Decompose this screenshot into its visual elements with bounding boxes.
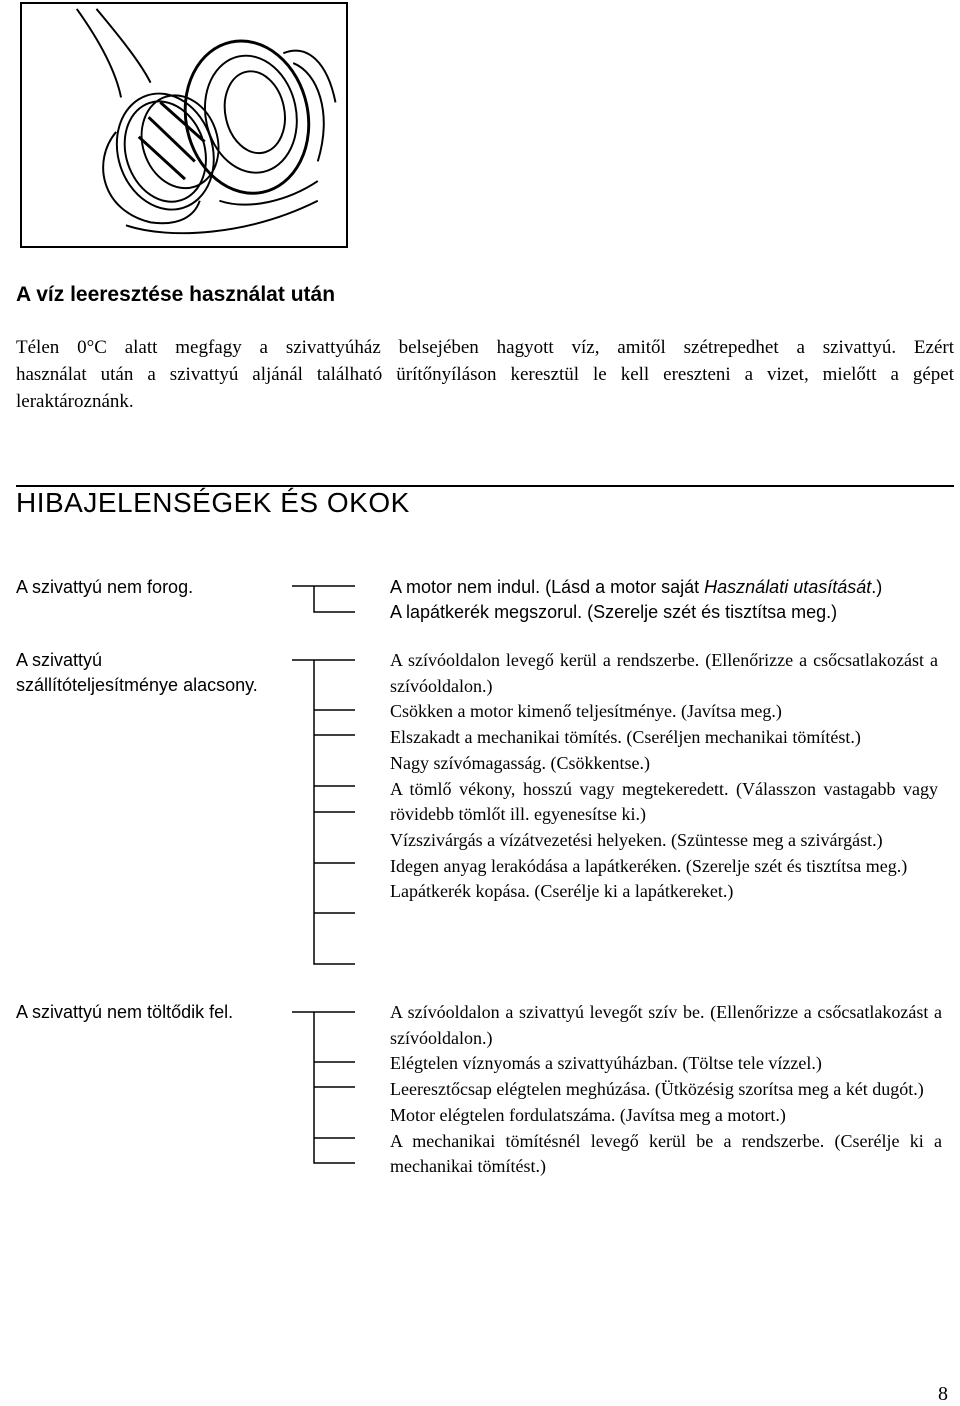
symptom-no-rotation: A szivattyú nem forog. — [16, 577, 194, 597]
drain-plug-illustration — [20, 2, 348, 248]
cause-item: Nagy szívómagasság. (Csökkentse.) — [390, 752, 650, 773]
cause-item: Vízszivárgás a vízátvezetési helyeken. (Szüntesse meg a szivárgást.) — [390, 829, 883, 850]
cause-item: A motor nem indul. (Lásd a motor saját Használati utasítását.) — [390, 577, 883, 597]
cause-item: A szívóoldalon a szivattyú levegőt szív be. (Ellenőrizze a csőcsatlakozást a szívóoldalon.) — [390, 1002, 942, 1048]
cause-item: Lapátkerék kopása. (Cserélje ki a lapátkereket.) — [390, 881, 734, 902]
causes-low-capacity — [390, 648, 938, 905]
drain-plug-drawing — [22, 4, 346, 246]
causes-no-rotation — [390, 575, 955, 625]
drain-section-body — [16, 334, 954, 415]
cause-tree-connector — [290, 648, 360, 973]
cause-item: A lapátkerék megszorul. (Szerelje szét és tisztítsa meg.) — [390, 602, 838, 622]
cause-item: Motor elégtelen fordulatszáma. (Javítsa meg a motort.) — [390, 1104, 786, 1125]
cause-item: Idegen anyag lerakódása a lapátkeréken. (Szerelje szét és tisztítsa meg.) — [390, 855, 908, 876]
drain-body-line: leraktároznánk. — [16, 391, 134, 412]
cause-item: Elégtelen víznyomás a szivattyúházban. (Töltse tele vízzel.) — [390, 1053, 822, 1074]
troubleshooting-title: HIBAJELENSÉGEK ÉS OKOK — [16, 487, 410, 518]
page-number: 8 — [938, 1383, 948, 1405]
symptom-low-capacity: A szivattyú szállítóteljesítménye alacsony. — [16, 650, 258, 695]
drain-body-line: Télen 0°C alatt megfagy a szivattyúház belsejében hagyott víz, amitől szétrepedhet a szivattyú. Ezért — [16, 337, 954, 358]
cause-item: A szívóoldalon levegő kerül a rendszerbe. (Ellenőrizze a csőcsatlakozást a szívóoldalon.) — [390, 650, 938, 696]
cause-tree-connector — [290, 1000, 360, 1170]
cause-tree-connector — [290, 575, 360, 625]
symptom-no-priming: A szivattyú nem töltődik fel. — [16, 1002, 234, 1022]
cause-item: A mechanikai tömítésnél levegő kerül be a rendszerbe. (Cserélje ki a mechanikai tömítést.) — [390, 1130, 942, 1177]
drain-body-line: használat után a szivattyú aljánál található ürítőnyíláson keresztül le kell ereszteni a vizet, mielőtt a gépet — [16, 364, 954, 385]
cause-item: Elszakadt a mechanikai tömítés. (Cseréljen mechanikai tömítést.) — [390, 727, 861, 748]
causes-no-priming — [390, 1000, 942, 1180]
drain-section-title: A víz leeresztése használat után — [16, 283, 336, 306]
cause-item: A tömlő vékony, hosszú vagy megtekeredett. (Válasszon vastagabb vagy rövidebb tömlőt ill. egyenesítse ki.) — [390, 778, 938, 825]
cause-item: Csökken a motor kimenő teljesítménye. (Javítsa meg.) — [390, 701, 782, 722]
cause-item: Leeresztőcsap elégtelen meghúzása. (Ütközésig szorítsa meg a két dugót.) — [390, 1079, 924, 1100]
